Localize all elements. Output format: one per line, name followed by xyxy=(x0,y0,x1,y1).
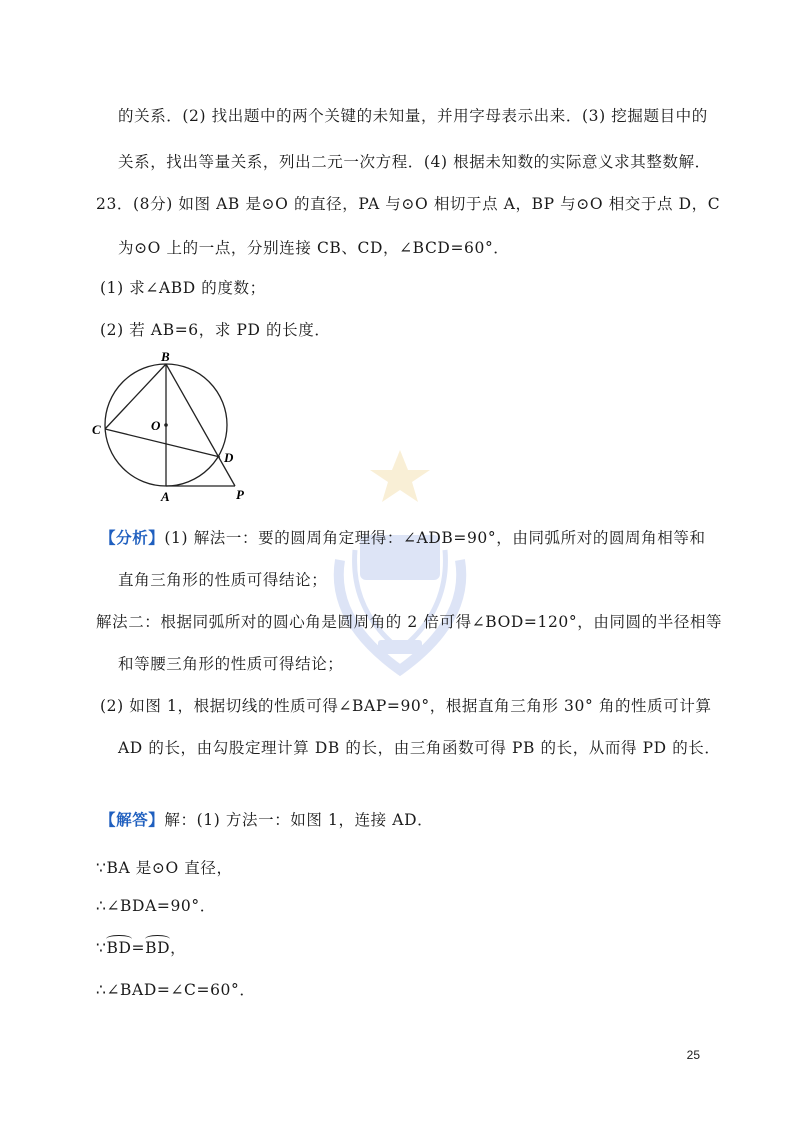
analysis-part-2-cont: AD 的长，由勾股定理计算 DB 的长，由三角函数可得 PB 的长，从而得 PD 的长． xyxy=(118,739,721,757)
answer-line-4 xyxy=(96,936,186,958)
text-line-2: 关系，找出等量关系，列出二元一次方程．(4) 根据未知数的实际意义求其整数解． xyxy=(118,153,711,171)
arc-bd-1: BD xyxy=(106,939,132,957)
answer-line-1 xyxy=(100,808,433,830)
text-line-1: 的关系．(2) 找出题中的两个关键的未知量，并用字母表示出来．(3) 挖掘题目中的 xyxy=(118,107,708,125)
because-symbol: ∵ xyxy=(96,939,107,957)
problem-23-statement: 23．(8分) 如图 AB 是⊙O 的直径，PA 与⊙O 相切于点 A，BP 与⊙O 相交于点 D，C xyxy=(96,195,721,213)
problem-23-statement-cont: 为⊙O 上的一点，分别连接 CB、CD，∠BCD=60°． xyxy=(118,239,510,257)
answer-line-2: ∵BA 是⊙O 直径， xyxy=(96,859,233,877)
geometry-figure xyxy=(88,350,268,510)
comma: ， xyxy=(170,939,187,957)
label-b: B xyxy=(161,350,170,364)
analysis-line-2: 直角三角形的性质可得结论； xyxy=(118,571,328,589)
arc-bd-2: BD xyxy=(145,939,171,957)
analysis-text-1: (1) 解法一：要的圆周角定理得：∠ADB=90°，由同弧所对的圆周角相等和 xyxy=(164,529,706,547)
label-d: D xyxy=(224,450,234,465)
analysis-tag: 【分析】 xyxy=(100,528,165,547)
question-2: (2) 若 AB=6，求 PD 的长度． xyxy=(100,321,331,339)
page-number: 25 xyxy=(686,1048,700,1062)
analysis-line-1 xyxy=(100,526,706,548)
segment-bp xyxy=(166,364,235,486)
answer-line-5: ∴∠BAD=∠C=60°． xyxy=(96,981,256,999)
analysis-method-2-cont: 和等腰三角形的性质可得结论； xyxy=(118,655,344,673)
equals-sign: = xyxy=(131,939,146,957)
segment-cd xyxy=(105,429,220,457)
question-1: (1) 求∠ABD 的度数； xyxy=(100,279,266,297)
label-p: P xyxy=(236,487,244,502)
label-c: C xyxy=(92,422,101,437)
answer-text-1: 解：(1) 方法一：如图 1，连接 AD． xyxy=(164,811,434,829)
label-o: O xyxy=(151,418,161,433)
analysis-method-2: 解法二：根据同弧所对的圆心角是圆周角的 2 倍可得∠BOD=120°，由同圆的半径相等 xyxy=(96,613,723,631)
analysis-part-2: (2) 如图 1，根据切线的性质可得∠BAP=90°，根据直角三角形 30° 角的性质可计算 xyxy=(100,697,712,715)
answer-tag: 【解答】 xyxy=(100,810,165,829)
answer-line-3: ∴∠BDA=90°． xyxy=(96,897,216,915)
point-o xyxy=(164,423,168,427)
label-a: A xyxy=(161,489,170,504)
